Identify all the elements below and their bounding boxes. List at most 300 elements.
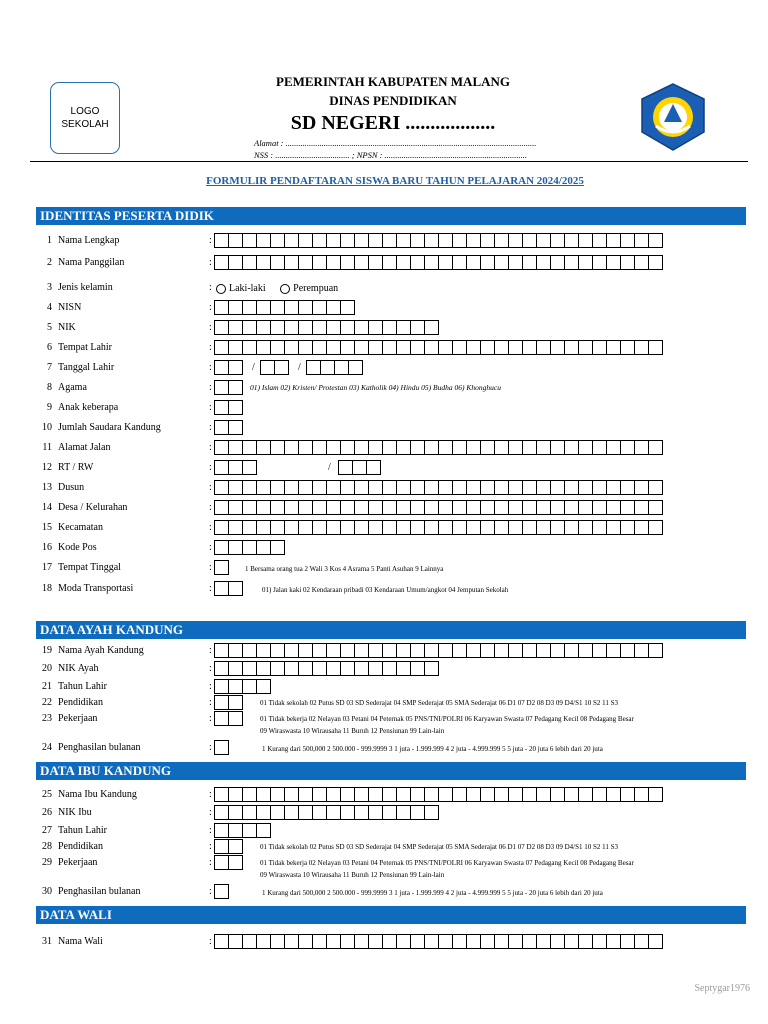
char-box[interactable] xyxy=(284,320,299,335)
char-box[interactable] xyxy=(578,520,593,535)
char-box[interactable] xyxy=(270,661,285,676)
char-box[interactable] xyxy=(214,520,229,535)
char-box[interactable] xyxy=(396,480,411,495)
char-box[interactable] xyxy=(564,934,579,949)
char-box[interactable] xyxy=(256,300,271,315)
char-box[interactable] xyxy=(592,500,607,515)
char-box[interactable] xyxy=(214,233,229,248)
char-box[interactable] xyxy=(228,787,243,802)
char-box[interactable] xyxy=(214,839,229,854)
char-box[interactable] xyxy=(424,320,439,335)
char-box[interactable] xyxy=(368,805,383,820)
char-box[interactable] xyxy=(284,300,299,315)
char-box[interactable] xyxy=(466,643,481,658)
char-box[interactable] xyxy=(256,500,271,515)
field-input-boxes[interactable] xyxy=(214,661,438,676)
field-input-boxes[interactable] xyxy=(214,320,438,335)
char-box[interactable] xyxy=(368,340,383,355)
char-box[interactable] xyxy=(214,740,229,755)
char-box[interactable] xyxy=(438,440,453,455)
field-input-boxes[interactable] xyxy=(214,440,662,455)
char-box[interactable] xyxy=(536,500,551,515)
char-box[interactable] xyxy=(606,233,621,248)
char-box[interactable] xyxy=(466,787,481,802)
char-box[interactable] xyxy=(648,255,663,270)
char-box[interactable] xyxy=(298,255,313,270)
char-box[interactable] xyxy=(480,255,495,270)
char-box[interactable] xyxy=(536,440,551,455)
char-box[interactable] xyxy=(284,340,299,355)
char-box[interactable] xyxy=(312,643,327,658)
field-input-boxes[interactable] xyxy=(214,805,438,820)
char-box[interactable] xyxy=(214,934,229,949)
char-box[interactable] xyxy=(564,440,579,455)
char-box[interactable] xyxy=(480,233,495,248)
char-box[interactable] xyxy=(410,643,425,658)
char-box[interactable] xyxy=(260,360,275,375)
char-box[interactable] xyxy=(508,643,523,658)
char-box[interactable] xyxy=(214,581,229,596)
char-box[interactable] xyxy=(368,661,383,676)
char-box[interactable] xyxy=(578,340,593,355)
char-box[interactable] xyxy=(508,520,523,535)
char-box[interactable] xyxy=(214,560,229,575)
char-box[interactable] xyxy=(298,643,313,658)
char-box[interactable] xyxy=(382,500,397,515)
char-box[interactable] xyxy=(536,787,551,802)
char-box[interactable] xyxy=(242,320,257,335)
char-box[interactable] xyxy=(522,520,537,535)
field-input-boxes[interactable] xyxy=(214,420,242,435)
char-box[interactable] xyxy=(578,233,593,248)
char-box[interactable] xyxy=(340,934,355,949)
char-box[interactable] xyxy=(312,233,327,248)
char-box[interactable] xyxy=(620,255,635,270)
field-input-boxes[interactable] xyxy=(214,400,242,415)
char-box[interactable] xyxy=(214,711,229,726)
char-box[interactable] xyxy=(382,255,397,270)
char-box[interactable] xyxy=(228,420,243,435)
char-box[interactable] xyxy=(508,500,523,515)
char-box[interactable] xyxy=(338,460,353,475)
char-box[interactable] xyxy=(494,934,509,949)
char-box[interactable] xyxy=(424,661,439,676)
char-box[interactable] xyxy=(606,500,621,515)
char-box[interactable] xyxy=(214,695,229,710)
char-box[interactable] xyxy=(592,233,607,248)
char-box[interactable] xyxy=(326,320,341,335)
field-input-boxes[interactable] xyxy=(214,360,242,375)
char-box[interactable] xyxy=(228,855,243,870)
char-box[interactable] xyxy=(326,661,341,676)
char-box[interactable] xyxy=(366,460,381,475)
char-box[interactable] xyxy=(606,480,621,495)
char-box[interactable] xyxy=(242,540,257,555)
char-box[interactable] xyxy=(340,805,355,820)
char-box[interactable] xyxy=(270,805,285,820)
char-box[interactable] xyxy=(242,255,257,270)
char-box[interactable] xyxy=(270,643,285,658)
char-box[interactable] xyxy=(354,805,369,820)
char-box[interactable] xyxy=(536,520,551,535)
char-box[interactable] xyxy=(298,787,313,802)
char-box[interactable] xyxy=(634,255,649,270)
char-box[interactable] xyxy=(396,805,411,820)
char-box[interactable] xyxy=(214,340,229,355)
char-box[interactable] xyxy=(340,300,355,315)
field-input-boxes[interactable] xyxy=(214,255,662,270)
char-box[interactable] xyxy=(242,823,257,838)
char-box[interactable] xyxy=(354,787,369,802)
char-box[interactable] xyxy=(634,643,649,658)
char-box[interactable] xyxy=(396,255,411,270)
char-box[interactable] xyxy=(592,255,607,270)
char-box[interactable] xyxy=(564,787,579,802)
char-box[interactable] xyxy=(634,440,649,455)
char-box[interactable] xyxy=(326,805,341,820)
char-box[interactable] xyxy=(550,934,565,949)
char-box[interactable] xyxy=(564,500,579,515)
field-input-boxes[interactable] xyxy=(214,839,242,854)
char-box[interactable] xyxy=(354,500,369,515)
char-box[interactable] xyxy=(228,520,243,535)
char-box[interactable] xyxy=(326,934,341,949)
char-box[interactable] xyxy=(368,787,383,802)
char-box[interactable] xyxy=(312,340,327,355)
char-box[interactable] xyxy=(620,480,635,495)
char-box[interactable] xyxy=(284,643,299,658)
char-box[interactable] xyxy=(298,500,313,515)
field-input-boxes[interactable] xyxy=(306,360,362,375)
char-box[interactable] xyxy=(522,255,537,270)
char-box[interactable] xyxy=(228,661,243,676)
char-box[interactable] xyxy=(340,520,355,535)
char-box[interactable] xyxy=(620,643,635,658)
char-box[interactable] xyxy=(242,500,257,515)
char-box[interactable] xyxy=(312,480,327,495)
char-box[interactable] xyxy=(298,300,313,315)
char-box[interactable] xyxy=(326,480,341,495)
char-box[interactable] xyxy=(284,233,299,248)
char-box[interactable] xyxy=(410,520,425,535)
char-box[interactable] xyxy=(410,233,425,248)
char-box[interactable] xyxy=(578,500,593,515)
char-box[interactable] xyxy=(424,233,439,248)
field-input-boxes[interactable] xyxy=(214,787,662,802)
char-box[interactable] xyxy=(270,480,285,495)
char-box[interactable] xyxy=(270,440,285,455)
char-box[interactable] xyxy=(438,480,453,495)
char-box[interactable] xyxy=(214,420,229,435)
char-box[interactable] xyxy=(340,340,355,355)
char-box[interactable] xyxy=(256,540,271,555)
char-box[interactable] xyxy=(564,643,579,658)
char-box[interactable] xyxy=(396,440,411,455)
char-box[interactable] xyxy=(214,661,229,676)
char-box[interactable] xyxy=(396,500,411,515)
char-box[interactable] xyxy=(592,520,607,535)
char-box[interactable] xyxy=(270,520,285,535)
char-box[interactable] xyxy=(508,440,523,455)
char-box[interactable] xyxy=(340,440,355,455)
char-box[interactable] xyxy=(256,679,271,694)
char-box[interactable] xyxy=(634,520,649,535)
char-box[interactable] xyxy=(382,520,397,535)
field-input-boxes[interactable] xyxy=(214,643,662,658)
char-box[interactable] xyxy=(228,255,243,270)
char-box[interactable] xyxy=(606,934,621,949)
field-input-boxes[interactable] xyxy=(214,581,242,596)
char-box[interactable] xyxy=(214,500,229,515)
char-box[interactable] xyxy=(354,661,369,676)
char-box[interactable] xyxy=(634,787,649,802)
char-box[interactable] xyxy=(648,480,663,495)
char-box[interactable] xyxy=(396,934,411,949)
char-box[interactable] xyxy=(382,787,397,802)
char-box[interactable] xyxy=(480,934,495,949)
char-box[interactable] xyxy=(480,643,495,658)
char-box[interactable] xyxy=(396,643,411,658)
char-box[interactable] xyxy=(312,787,327,802)
char-box[interactable] xyxy=(270,340,285,355)
char-box[interactable] xyxy=(242,934,257,949)
char-box[interactable] xyxy=(340,233,355,248)
radio-male[interactable] xyxy=(216,284,226,294)
char-box[interactable] xyxy=(284,805,299,820)
char-box[interactable] xyxy=(522,233,537,248)
char-box[interactable] xyxy=(228,695,243,710)
char-box[interactable] xyxy=(522,643,537,658)
char-box[interactable] xyxy=(410,805,425,820)
char-box[interactable] xyxy=(396,233,411,248)
char-box[interactable] xyxy=(368,233,383,248)
char-box[interactable] xyxy=(256,440,271,455)
char-box[interactable] xyxy=(382,440,397,455)
char-box[interactable] xyxy=(382,805,397,820)
char-box[interactable] xyxy=(214,643,229,658)
char-box[interactable] xyxy=(354,340,369,355)
char-box[interactable] xyxy=(340,787,355,802)
char-box[interactable] xyxy=(592,440,607,455)
char-box[interactable] xyxy=(424,500,439,515)
char-box[interactable] xyxy=(592,643,607,658)
char-box[interactable] xyxy=(536,233,551,248)
char-box[interactable] xyxy=(410,340,425,355)
char-box[interactable] xyxy=(410,320,425,335)
char-box[interactable] xyxy=(298,440,313,455)
char-box[interactable] xyxy=(326,233,341,248)
char-box[interactable] xyxy=(550,233,565,248)
char-box[interactable] xyxy=(620,520,635,535)
field-input-boxes[interactable] xyxy=(338,460,380,475)
char-box[interactable] xyxy=(634,500,649,515)
char-box[interactable] xyxy=(228,460,243,475)
char-box[interactable] xyxy=(256,823,271,838)
char-box[interactable] xyxy=(298,934,313,949)
char-box[interactable] xyxy=(312,300,327,315)
char-box[interactable] xyxy=(564,255,579,270)
char-box[interactable] xyxy=(424,440,439,455)
char-box[interactable] xyxy=(348,360,363,375)
char-box[interactable] xyxy=(242,805,257,820)
char-box[interactable] xyxy=(550,500,565,515)
char-box[interactable] xyxy=(480,440,495,455)
char-box[interactable] xyxy=(494,255,509,270)
char-box[interactable] xyxy=(508,934,523,949)
char-box[interactable] xyxy=(466,233,481,248)
field-input-boxes[interactable] xyxy=(214,740,228,755)
char-box[interactable] xyxy=(424,787,439,802)
char-box[interactable] xyxy=(298,340,313,355)
char-box[interactable] xyxy=(522,340,537,355)
char-box[interactable] xyxy=(592,787,607,802)
char-box[interactable] xyxy=(340,480,355,495)
char-box[interactable] xyxy=(326,300,341,315)
char-box[interactable] xyxy=(242,787,257,802)
char-box[interactable] xyxy=(634,934,649,949)
char-box[interactable] xyxy=(214,440,229,455)
char-box[interactable] xyxy=(382,480,397,495)
char-box[interactable] xyxy=(242,480,257,495)
char-box[interactable] xyxy=(438,500,453,515)
char-box[interactable] xyxy=(326,255,341,270)
char-box[interactable] xyxy=(228,480,243,495)
char-box[interactable] xyxy=(578,787,593,802)
char-box[interactable] xyxy=(306,360,321,375)
char-box[interactable] xyxy=(242,300,257,315)
char-box[interactable] xyxy=(228,500,243,515)
char-box[interactable] xyxy=(606,643,621,658)
char-box[interactable] xyxy=(438,934,453,949)
char-box[interactable] xyxy=(424,480,439,495)
char-box[interactable] xyxy=(214,805,229,820)
field-input-boxes[interactable] xyxy=(260,360,288,375)
char-box[interactable] xyxy=(326,440,341,455)
char-box[interactable] xyxy=(214,360,229,375)
char-box[interactable] xyxy=(298,805,313,820)
char-box[interactable] xyxy=(326,500,341,515)
char-box[interactable] xyxy=(284,440,299,455)
char-box[interactable] xyxy=(438,787,453,802)
char-box[interactable] xyxy=(354,255,369,270)
char-box[interactable] xyxy=(214,855,229,870)
char-box[interactable] xyxy=(648,500,663,515)
char-box[interactable] xyxy=(256,520,271,535)
char-box[interactable] xyxy=(256,255,271,270)
char-box[interactable] xyxy=(242,520,257,535)
char-box[interactable] xyxy=(494,643,509,658)
char-box[interactable] xyxy=(284,520,299,535)
char-box[interactable] xyxy=(620,787,635,802)
char-box[interactable] xyxy=(550,787,565,802)
char-box[interactable] xyxy=(494,520,509,535)
char-box[interactable] xyxy=(298,480,313,495)
char-box[interactable] xyxy=(606,255,621,270)
char-box[interactable] xyxy=(494,480,509,495)
char-box[interactable] xyxy=(438,255,453,270)
char-box[interactable] xyxy=(228,360,243,375)
char-box[interactable] xyxy=(340,320,355,335)
char-box[interactable] xyxy=(522,934,537,949)
char-box[interactable] xyxy=(284,934,299,949)
char-box[interactable] xyxy=(452,643,467,658)
char-box[interactable] xyxy=(452,500,467,515)
char-box[interactable] xyxy=(228,300,243,315)
char-box[interactable] xyxy=(368,520,383,535)
char-box[interactable] xyxy=(320,360,335,375)
char-box[interactable] xyxy=(466,255,481,270)
char-box[interactable] xyxy=(494,233,509,248)
char-box[interactable] xyxy=(256,643,271,658)
char-box[interactable] xyxy=(550,520,565,535)
char-box[interactable] xyxy=(256,661,271,676)
char-box[interactable] xyxy=(536,643,551,658)
char-box[interactable] xyxy=(214,460,229,475)
char-box[interactable] xyxy=(508,340,523,355)
char-box[interactable] xyxy=(396,320,411,335)
char-box[interactable] xyxy=(214,540,229,555)
char-box[interactable] xyxy=(480,340,495,355)
char-box[interactable] xyxy=(480,787,495,802)
char-box[interactable] xyxy=(452,233,467,248)
char-box[interactable] xyxy=(424,805,439,820)
char-box[interactable] xyxy=(410,787,425,802)
char-box[interactable] xyxy=(424,934,439,949)
field-input-boxes[interactable] xyxy=(214,540,284,555)
char-box[interactable] xyxy=(256,233,271,248)
char-box[interactable] xyxy=(312,440,327,455)
char-box[interactable] xyxy=(326,520,341,535)
char-box[interactable] xyxy=(564,480,579,495)
char-box[interactable] xyxy=(214,884,229,899)
char-box[interactable] xyxy=(634,340,649,355)
char-box[interactable] xyxy=(242,233,257,248)
char-box[interactable] xyxy=(382,320,397,335)
field-input-boxes[interactable] xyxy=(214,480,662,495)
char-box[interactable] xyxy=(242,661,257,676)
char-box[interactable] xyxy=(228,581,243,596)
char-box[interactable] xyxy=(298,661,313,676)
char-box[interactable] xyxy=(550,440,565,455)
char-box[interactable] xyxy=(340,500,355,515)
char-box[interactable] xyxy=(550,255,565,270)
field-input-boxes[interactable] xyxy=(214,711,242,726)
char-box[interactable] xyxy=(508,787,523,802)
char-box[interactable] xyxy=(312,805,327,820)
char-box[interactable] xyxy=(368,255,383,270)
char-box[interactable] xyxy=(354,480,369,495)
char-box[interactable] xyxy=(438,643,453,658)
char-box[interactable] xyxy=(270,255,285,270)
char-box[interactable] xyxy=(536,255,551,270)
char-box[interactable] xyxy=(368,480,383,495)
radio-female[interactable] xyxy=(280,284,290,294)
char-box[interactable] xyxy=(648,440,663,455)
char-box[interactable] xyxy=(410,500,425,515)
char-box[interactable] xyxy=(452,440,467,455)
char-box[interactable] xyxy=(228,540,243,555)
char-box[interactable] xyxy=(270,300,285,315)
char-box[interactable] xyxy=(522,440,537,455)
char-box[interactable] xyxy=(284,661,299,676)
char-box[interactable] xyxy=(438,340,453,355)
field-input-boxes[interactable] xyxy=(214,855,242,870)
char-box[interactable] xyxy=(214,480,229,495)
char-box[interactable] xyxy=(578,255,593,270)
char-box[interactable] xyxy=(354,934,369,949)
char-box[interactable] xyxy=(480,520,495,535)
char-box[interactable] xyxy=(256,320,271,335)
